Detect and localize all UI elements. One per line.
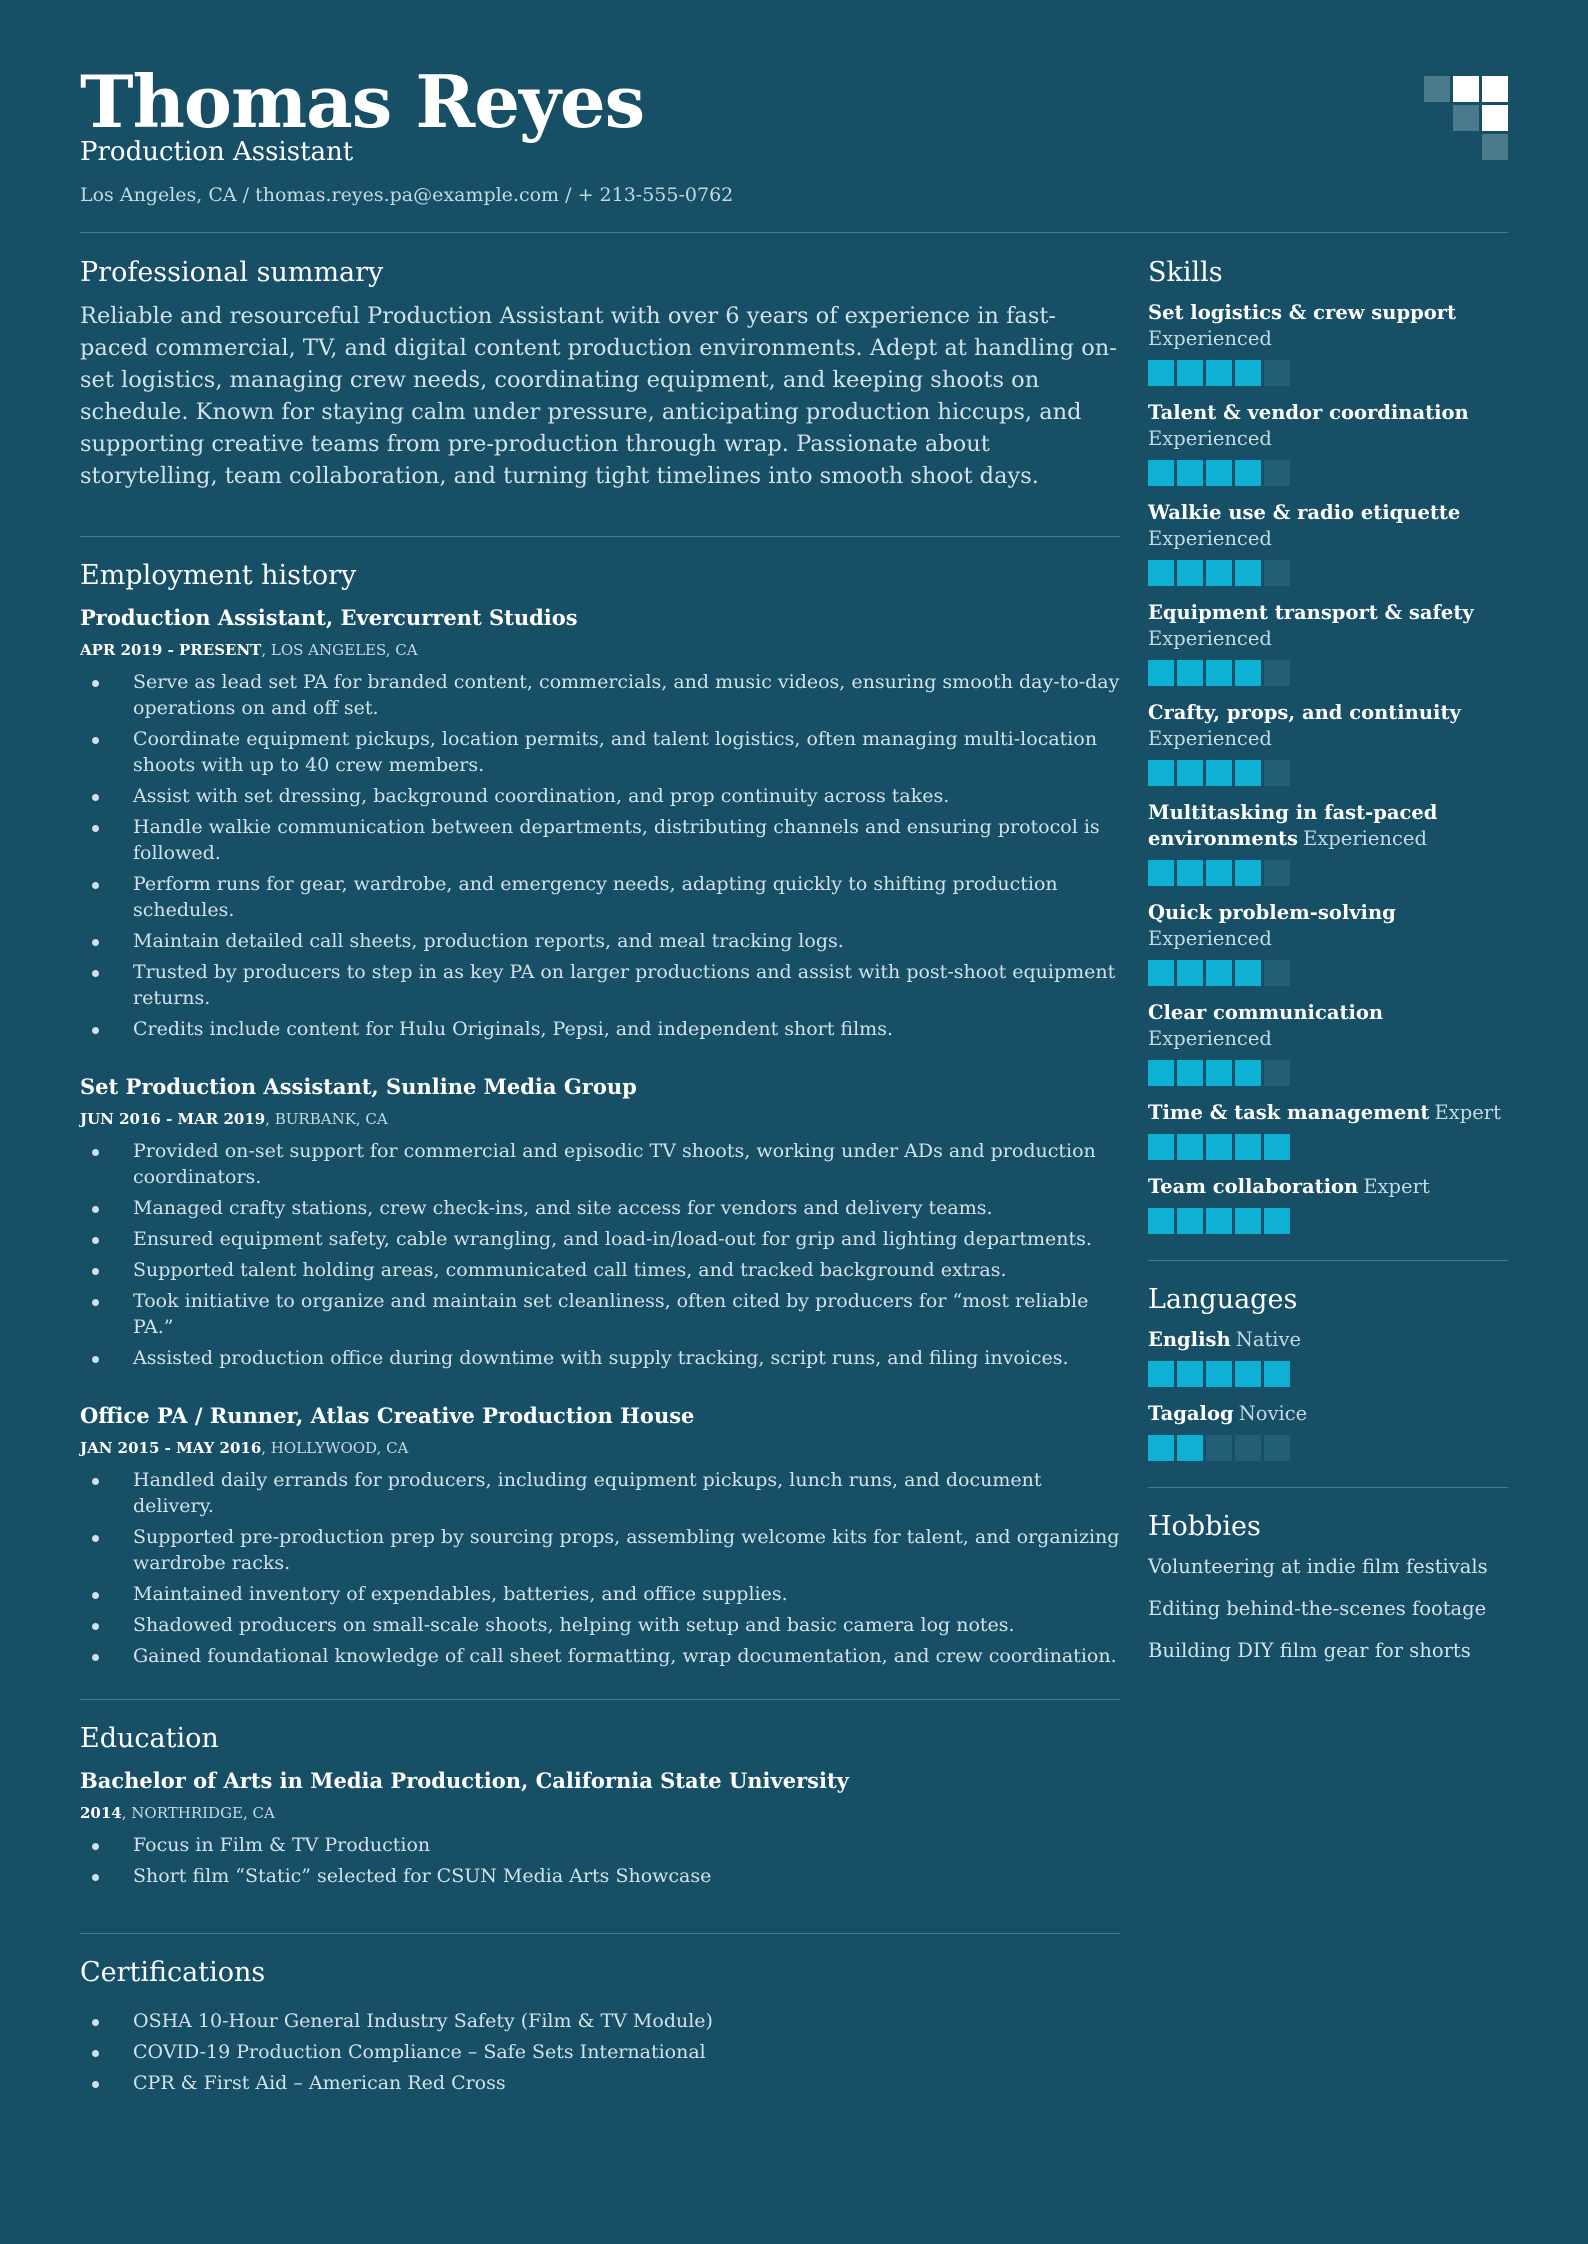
contact-location: Los Angeles, CA /: [80, 184, 250, 206]
skill-rating-bar: [1148, 1208, 1508, 1234]
summary-heading: Professional summary: [80, 257, 384, 288]
rating-segment: [1177, 660, 1203, 686]
skill-level: Expert: [1434, 1101, 1501, 1124]
job-bullet: Supported talent holding areas, communicated call times, and tracked background extras.: [80, 1257, 1120, 1283]
skill-rating-bar: [1148, 360, 1508, 386]
rating-segment: [1206, 760, 1232, 786]
rating-segment: [1177, 1134, 1203, 1160]
job-bullet: Maintained inventory of expendables, batteries, and office supplies.: [80, 1581, 1120, 1607]
rating-segment: [1206, 860, 1232, 886]
job-bullet: Managed crafty stations, crew check-ins, and site access for vendors and delivery teams.: [80, 1195, 1120, 1221]
skill-item: [1148, 1000, 1508, 1086]
job-dates: JAN 2015 - MAY 2016: [80, 1439, 262, 1457]
skill-item: [1148, 500, 1508, 586]
skill-rating-bar: [1148, 860, 1508, 886]
skill-item: [1148, 400, 1508, 486]
rating-segment: [1235, 360, 1261, 386]
summary-text: Reliable and resourceful Production Assistant with over 6 years of experience in fast-paced commercial, TV, and digital content production environments. Adept at handling on-set logistics, managing crew needs, coordinating equipment, and keeping shoots on schedule. Known for staying calm under pressure, anticipating production hiccups, and supporting creative teams from pre-production through wrap. Passionate about storytelling, team collaboration, and turning tight timelines into smooth shoot days.: [80, 303, 1117, 489]
rating-segment: [1235, 960, 1261, 986]
rating-segment: [1264, 460, 1290, 486]
rating-segment: [1235, 760, 1261, 786]
degree-bullets: [80, 1832, 1120, 1889]
job-bullet: Gained foundational knowledge of call sheet formatting, wrap documentation, and crew coordination.: [80, 1643, 1120, 1669]
language-level: Native: [1235, 1328, 1302, 1351]
rating-segment: [1206, 360, 1232, 386]
job-bullet: Ensured equipment safety, cable wrangling, and load-in/load-out for grip and lighting departments.: [80, 1226, 1120, 1252]
skill-name: Crafty, props, and continuity: [1148, 701, 1461, 724]
certification-item: COVID-19 Production Compliance – Safe Sets International: [80, 2039, 1120, 2065]
rating-segment: [1206, 1435, 1232, 1461]
job-dates: APR 2019 - PRESENT: [80, 641, 262, 659]
job-bullets: [80, 1138, 1120, 1371]
monogram-logo-icon: [1424, 76, 1508, 160]
rating-segment: [1177, 1361, 1203, 1387]
rating-segment: [1206, 1134, 1232, 1160]
skills-heading: Skills: [1148, 257, 1223, 288]
skill-rating-bar: [1148, 1060, 1508, 1086]
job-bullet: Coordinate equipment pickups, location permits, and talent logistics, often managing multi-location shoots with up to 40 crew members.: [80, 726, 1120, 778]
rating-segment: [1177, 960, 1203, 986]
skill-name: Multitasking in fast-paced environments: [1148, 801, 1438, 850]
rating-segment: [1235, 1060, 1261, 1086]
language-name: English: [1148, 1328, 1231, 1351]
skill-heading-line: [1148, 700, 1508, 726]
rating-segment: [1235, 660, 1261, 686]
section-divider: [1148, 1260, 1508, 1261]
rating-segment: [1235, 1208, 1261, 1234]
job-bullet: Trusted by producers to step in as key PA on larger productions and assist with post-shoot equipment returns.: [80, 959, 1120, 1011]
language-rating-bar: [1148, 1435, 1508, 1461]
contact-phone[interactable]: + 213-555-0762: [577, 184, 734, 206]
job-bullet: Handled daily errands for producers, including equipment pickups, lunch runs, and document delivery.: [80, 1467, 1120, 1519]
skill-heading-line: [1148, 400, 1508, 426]
job-place: , BURBANK, CA: [265, 1110, 388, 1128]
skill-item: [1148, 300, 1508, 386]
job-bullets: [80, 1467, 1120, 1669]
job-bullet: Credits include content for Hulu Originals, Pepsi, and independent short films.: [80, 1016, 1120, 1042]
rating-segment: [1148, 860, 1174, 886]
rating-segment: [1177, 360, 1203, 386]
section-divider: [80, 536, 1120, 537]
skill-heading-line: [1148, 300, 1508, 326]
skill-item: [1148, 900, 1508, 986]
rating-segment: [1264, 1435, 1290, 1461]
rating-segment: [1264, 760, 1290, 786]
skill-rating-bar: [1148, 560, 1508, 586]
job-place: , HOLLYWOOD, CA: [261, 1439, 409, 1457]
employment-heading: Employment history: [80, 560, 357, 591]
skill-heading-line: [1148, 900, 1508, 952]
job-bullet: Assist with set dressing, background coordination, and prop continuity across takes.: [80, 783, 1120, 809]
rating-segment: [1206, 960, 1232, 986]
certification-list: [80, 2008, 1120, 2096]
contact-line: [80, 182, 733, 208]
skill-name: Equipment transport & safety: [1148, 601, 1474, 624]
summary-section: [80, 256, 1120, 492]
skill-name: Clear communication: [1148, 1001, 1384, 1024]
skill-name: Team collaboration: [1148, 1175, 1359, 1198]
job-bullets: [80, 669, 1120, 1042]
skill-level: Experienced: [1148, 627, 1272, 650]
language-name: Tagalog: [1148, 1402, 1234, 1425]
hobbies-heading: Hobbies: [1148, 1511, 1261, 1542]
rating-segment: [1206, 560, 1232, 586]
job-title: Set Production Assistant, Sunline Media Group: [80, 1074, 637, 1099]
rating-segment: [1206, 1361, 1232, 1387]
rating-segment: [1148, 1060, 1174, 1086]
language-rating-bar: [1148, 1361, 1508, 1387]
rating-segment: [1206, 460, 1232, 486]
rating-segment: [1177, 1435, 1203, 1461]
rating-segment: [1148, 1361, 1174, 1387]
skill-item: [1148, 700, 1508, 786]
rating-segment: [1177, 460, 1203, 486]
candidate-name: Thomas Reyes: [80, 59, 645, 144]
rating-segment: [1148, 760, 1174, 786]
sidebar-column: [1148, 256, 1508, 1680]
skill-rating-bar: [1148, 960, 1508, 986]
skill-level: Experienced: [1303, 827, 1427, 850]
job-bullet: Supported pre-production prep by sourcing props, assembling welcome kits for talent, and organizing wardrobe racks.: [80, 1524, 1120, 1576]
skill-heading-line: [1148, 1000, 1508, 1052]
rating-segment: [1235, 560, 1261, 586]
rating-segment: [1177, 560, 1203, 586]
education-section: [80, 1722, 1120, 1889]
skill-level: Experienced: [1148, 427, 1272, 450]
job-bullet: Serve as lead set PA for branded content, commercials, and music videos, ensuring smooth day-to-day operations on and off set.: [80, 669, 1120, 721]
degree-title: Bachelor of Arts in Media Production, California State University: [80, 1768, 849, 1793]
skill-level: Experienced: [1148, 327, 1272, 350]
languages-section: [1148, 1283, 1508, 1461]
job-bullet: Handle walkie communication between departments, distributing channels and ensuring protocol is followed.: [80, 814, 1120, 866]
rating-segment: [1148, 560, 1174, 586]
main-column: [80, 256, 1120, 2101]
rating-segment: [1206, 1060, 1232, 1086]
skill-heading-line: [1148, 600, 1508, 626]
section-divider: [1148, 1487, 1508, 1488]
skill-heading-line: [1148, 1100, 1508, 1126]
job-bullet: Maintain detailed call sheets, production reports, and meal tracking logs.: [80, 928, 1120, 954]
skill-name: Talent & vendor coordination: [1148, 401, 1469, 424]
skill-item: [1148, 1100, 1508, 1160]
job-bullet: Shadowed producers on small-scale shoots, helping with setup and basic camera log notes.: [80, 1612, 1120, 1638]
rating-segment: [1148, 960, 1174, 986]
rating-segment: [1148, 660, 1174, 686]
skill-item: [1148, 800, 1508, 886]
skills-section: [1148, 256, 1508, 1234]
rating-segment: [1148, 460, 1174, 486]
degree-dates: 2014: [80, 1804, 122, 1822]
skill-name: Set logistics & crew support: [1148, 301, 1457, 324]
degree-bullet: Focus in Film & TV Production: [80, 1832, 1120, 1858]
certification-item: CPR & First Aid – American Red Cross: [80, 2070, 1120, 2096]
rating-segment: [1264, 860, 1290, 886]
skill-heading-line: [1148, 1174, 1508, 1200]
rating-segment: [1235, 1361, 1261, 1387]
skill-level: Experienced: [1148, 927, 1272, 950]
job-title: Production Assistant, Evercurrent Studios: [80, 605, 578, 630]
rating-segment: [1235, 860, 1261, 886]
rating-segment: [1235, 1134, 1261, 1160]
language-heading-line: [1148, 1327, 1508, 1353]
skill-level: Experienced: [1148, 727, 1272, 750]
certifications-heading: Certifications: [80, 1957, 266, 1988]
education-heading: Education: [80, 1723, 219, 1754]
job-place: , LOS ANGELES, CA: [261, 641, 418, 659]
section-divider: [80, 1699, 1120, 1700]
rating-segment: [1235, 1435, 1261, 1461]
language-item: [1148, 1401, 1508, 1461]
skill-name: Time & task management: [1148, 1101, 1430, 1124]
header-divider: [80, 232, 1508, 233]
certifications-section: [80, 1956, 1120, 2096]
rating-segment: [1177, 1208, 1203, 1234]
skill-rating-bar: [1148, 660, 1508, 686]
hobbies-section: [1148, 1510, 1508, 1664]
rating-segment: [1264, 1208, 1290, 1234]
rating-segment: [1148, 1134, 1174, 1160]
job-dates: JUN 2016 - MAR 2019: [80, 1110, 266, 1128]
job-title: Office PA / Runner, Atlas Creative Production House: [80, 1403, 695, 1428]
language-heading-line: [1148, 1401, 1508, 1427]
job-bullet: Provided on-set support for commercial and episodic TV shoots, working under ADs and production coordinators.: [80, 1138, 1120, 1190]
hobby-list: [1148, 1554, 1508, 1664]
rating-segment: [1235, 460, 1261, 486]
skill-rating-bar: [1148, 460, 1508, 486]
degree-meta: [80, 1802, 1120, 1824]
skill-rating-bar: [1148, 760, 1508, 786]
rating-segment: [1264, 560, 1290, 586]
skill-heading-line: [1148, 500, 1508, 526]
employment-section: [80, 559, 1120, 1669]
skill-list: [1148, 300, 1508, 1234]
degree-bullet: Short film “Static” selected for CSUN Media Arts Showcase: [80, 1863, 1120, 1889]
language-list: [1148, 1327, 1508, 1461]
skill-item: [1148, 600, 1508, 686]
rating-segment: [1148, 1208, 1174, 1234]
resume-page: [80, 0, 1508, 2244]
skill-item: [1148, 1174, 1508, 1234]
rating-segment: [1264, 1134, 1290, 1160]
skill-rating-bar: [1148, 1134, 1508, 1160]
rating-segment: [1177, 760, 1203, 786]
rating-segment: [1264, 960, 1290, 986]
degree-place: , NORTHRIDGE, CA: [121, 1804, 275, 1822]
contact-email[interactable]: thomas.reyes.pa@example.com /: [255, 184, 572, 206]
skill-name: Quick problem-solving: [1148, 901, 1396, 924]
rating-segment: [1177, 1060, 1203, 1086]
job-bullet: Took initiative to organize and maintain set cleanliness, often cited by producers for “most reliable PA.”: [80, 1288, 1120, 1340]
rating-segment: [1206, 1208, 1232, 1234]
hobby-item: Building DIY film gear for shorts: [1148, 1639, 1471, 1662]
rating-segment: [1264, 660, 1290, 686]
languages-heading: Languages: [1148, 1284, 1298, 1315]
rating-segment: [1264, 1060, 1290, 1086]
certification-item: OSHA 10-Hour General Industry Safety (Film & TV Module): [80, 2008, 1120, 2034]
hobby-item: Volunteering at indie film festivals: [1148, 1555, 1488, 1578]
section-divider: [80, 1933, 1120, 1934]
job-entry: [80, 1072, 1120, 1371]
skill-level: Experienced: [1148, 527, 1272, 550]
rating-segment: [1264, 360, 1290, 386]
language-item: [1148, 1327, 1508, 1387]
job-bullet: Assisted production office during downtime with supply tracking, script runs, and filing invoices.: [80, 1345, 1120, 1371]
rating-segment: [1264, 1361, 1290, 1387]
job-meta: [80, 1437, 1120, 1459]
candidate-title: Production Assistant: [80, 137, 354, 167]
job-meta: [80, 639, 1120, 661]
job-meta: [80, 1108, 1120, 1130]
job-entry: [80, 1401, 1120, 1669]
job-bullet: Perform runs for gear, wardrobe, and emergency needs, adapting quickly to shifting production schedules.: [80, 871, 1120, 923]
skill-level: Experienced: [1148, 1027, 1272, 1050]
skill-heading-line: [1148, 800, 1508, 852]
hobby-item: Editing behind-the-scenes footage: [1148, 1597, 1487, 1620]
job-list: [80, 603, 1120, 1669]
rating-segment: [1177, 860, 1203, 886]
rating-segment: [1148, 1435, 1174, 1461]
language-level: Novice: [1238, 1402, 1308, 1425]
job-entry: [80, 603, 1120, 1042]
skill-level: Expert: [1363, 1175, 1430, 1198]
rating-segment: [1148, 360, 1174, 386]
skill-name: Walkie use & radio etiquette: [1148, 501, 1461, 524]
rating-segment: [1206, 660, 1232, 686]
